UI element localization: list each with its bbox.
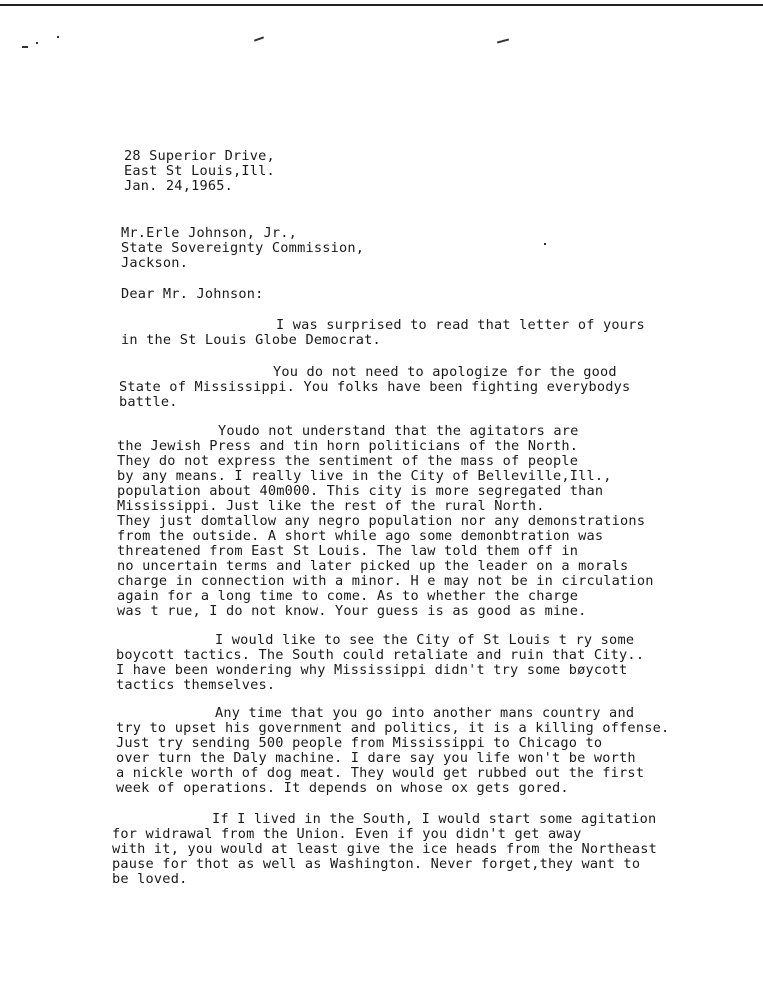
paragraph-line: from the outside. A short while ago some demonbtration was (117, 528, 604, 544)
paragraph-line: They do not express the sentiment of the mass of people (117, 453, 579, 469)
paragraph-line: charge in connection with a minor. H e may not be in circulation (117, 573, 654, 589)
paragraph-line: I was surprised to read that letter of yours (276, 317, 645, 333)
paragraph-line: the Jewish Press and tin horn politicians of the North. (117, 438, 579, 454)
salutation: Dear Mr. Johnson: (121, 286, 264, 302)
paragraph-line: population about 40m000. This city is more segregated than (117, 483, 604, 499)
paragraph-line: State of Mississippi. You folks have been fighting everybodys (119, 379, 631, 395)
recipient-name: Mr.Erle Johnson, Jr., (121, 225, 298, 241)
paragraph-line: in the St Louis Globe Democrat. (121, 332, 381, 348)
paragraph-line: week of operations. It depends on whose ox gets gored. (116, 780, 569, 796)
paragraph-line: tactics themselves. (116, 677, 276, 693)
scan-mark (254, 36, 264, 41)
scan-mark (544, 243, 546, 245)
scan-mark (57, 36, 59, 38)
paragraph-line: They just domtallow any negro population nor any demonstrations (117, 513, 646, 529)
sender-city: East St Louis,Ill. (124, 163, 275, 179)
paragraph-line: If I lived in the South, I would start some agitation (212, 811, 657, 827)
paragraph-line: again for a long time to come. As to whether the charge (117, 588, 579, 604)
paragraph-line: You do not need to apologize for the good (273, 364, 617, 380)
paragraph-line: Just try sending 500 people from Mississippi to Chicago to (116, 735, 603, 751)
top-edge-rule (0, 4, 763, 6)
paragraph-line: over turn the Daly machine. I dare say you life won't be worth (116, 750, 636, 766)
scan-mark (22, 46, 28, 48)
paragraph-line: threatened from East St Louis. The law told them off in (117, 543, 579, 559)
sender-street: 28 Superior Drive, (124, 148, 275, 164)
recipient-city: Jackson. (121, 255, 189, 271)
paragraph-line: a nickle worth of dog meat. They would get rubbed out the first (116, 765, 645, 781)
paragraph-line: I have been wondering why Mississippi didn't try some bøycott (116, 662, 628, 678)
scan-mark (36, 42, 38, 44)
scan-mark (497, 38, 509, 43)
paragraph-line: pause for thot as well as Washington. Never forget,they want to (112, 856, 641, 872)
paragraph-line: Youdo not understand that the agitators are (218, 423, 579, 439)
paragraph-line: be loved. (112, 871, 188, 887)
paragraph-line: with it, you would at least give the ice heads from the Northeast (112, 841, 657, 857)
paragraph-line: Any time that you go into another mans country and (215, 705, 635, 721)
paragraph-line: battle. (119, 394, 178, 410)
letter-date: Jan. 24,1965. (124, 178, 233, 194)
recipient-organization: State Sovereignty Commission, (121, 240, 365, 256)
paragraph-line: I would like to see the City of St Louis t ry some (215, 632, 635, 648)
paragraph-line: was t rue, I do not know. Your guess is as good as mine. (117, 603, 587, 619)
paragraph-line: try to upset his government and politics, it is a killing offense. (116, 720, 670, 736)
paragraph-line: boycott tactics. The South could retaliate and ruin that City.. (116, 647, 645, 663)
paragraph-line: by any means. I really live in the City of Belleville,Ill., (117, 468, 612, 484)
paragraph-line: no uncertain terms and later picked up the leader on a morals (117, 558, 629, 574)
paragraph-line: for widrawal from the Union. Even if you didn't get away (112, 826, 582, 842)
paragraph-line: Mississippi. Just like the rest of the rural North. (117, 498, 545, 514)
